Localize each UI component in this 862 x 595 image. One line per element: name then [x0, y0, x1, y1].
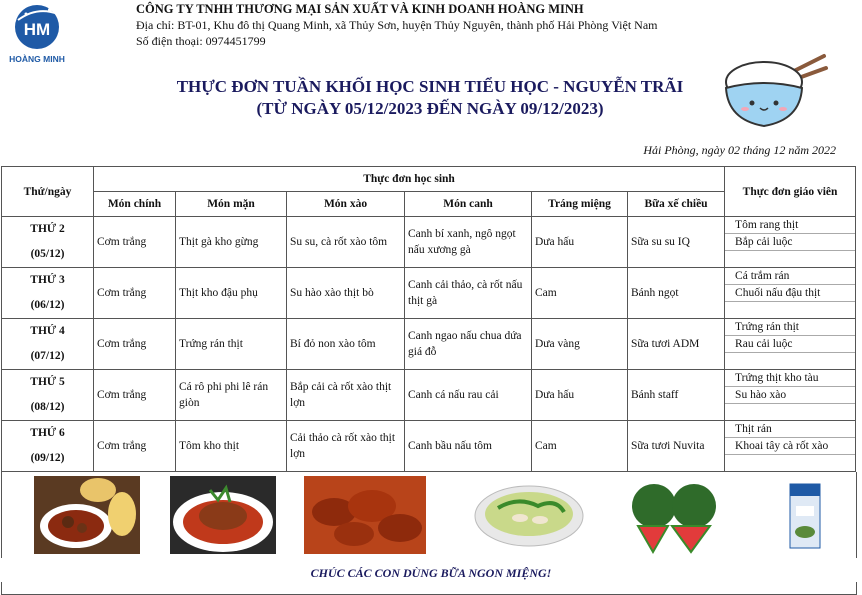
svg-text:HM: HM: [23, 20, 51, 39]
student-menu-header: Thực đơn học sinh: [94, 167, 725, 192]
salty-dish: Tôm kho thịt: [176, 421, 287, 472]
teacher-dish: [725, 455, 855, 471]
col-dessert-header: Tráng miệng: [532, 192, 628, 217]
col-day-header: Thứ/ngày: [2, 167, 94, 217]
teacher-dish: Tôm rang thịt: [725, 217, 855, 234]
chicken-wings-photo: [304, 476, 426, 559]
salty-dish: Thịt kho đậu phụ: [176, 268, 287, 319]
afternoon-snack: Sữa tươi Nuvita: [628, 421, 725, 472]
main-dish: Cơm trắng: [94, 370, 176, 421]
logo-text: HOÀNG MINH: [9, 54, 65, 64]
teacher-dish: Thịt rán: [725, 421, 855, 438]
rice-bowl-illustration: [712, 48, 830, 136]
braised-fish-photo: [170, 476, 276, 559]
stirfry-dish: Bắp cải cà rốt xào thịt lợn: [287, 370, 405, 421]
dessert: Dưa hấu: [532, 370, 628, 421]
salty-dish: Thịt gà kho gừng: [176, 217, 287, 268]
main-dish: Cơm trắng: [94, 217, 176, 268]
afternoon-snack: Sữa su su IQ: [628, 217, 725, 268]
table-row: [2, 217, 856, 268]
day-cell: [2, 217, 94, 268]
main-dish: Cơm trắng: [94, 268, 176, 319]
dessert: Dưa vàng: [532, 319, 628, 370]
salty-dish: Trứng rán thịt: [176, 319, 287, 370]
soup-dish: Canh cải thảo, cà rốt nấu thịt gà: [405, 268, 532, 319]
footer-slogan: CHÚC CÁC CON DÙNG BỮA NGON MIỆNG!: [310, 566, 552, 580]
company-info: [136, 1, 657, 49]
salty-dish: Cá rô phi phi lê rán giòn: [176, 370, 287, 421]
day-date: (07/12): [30, 350, 65, 362]
teacher-dish: Rau cải luộc: [725, 336, 855, 353]
col-main-header: Món chính: [94, 192, 176, 217]
table-row: [2, 268, 856, 319]
day-cell: [2, 319, 94, 370]
table-row: [2, 421, 856, 472]
teacher-dish: Trứng thịt kho tàu: [725, 370, 855, 387]
day-name: THỨ 3: [30, 274, 65, 286]
teacher-dish: Cá trắm rán: [725, 268, 855, 285]
company-address: Địa chỉ: BT-01, Khu đô thị Quang Minh, xã Thủy Sơn, huyện Thủy Nguyên, thành phố Hải Phòng Việt Nam: [136, 18, 658, 32]
col-stirfry-header: Món xào: [287, 192, 405, 217]
menu-title: THỰC ĐƠN TUẦN KHỐI HỌC SINH TIỂU HỌC - NGUYỄN TRÃI: [176, 77, 684, 96]
afternoon-snack: Bánh staff: [628, 370, 725, 421]
day-cell: [2, 268, 94, 319]
teacher-dish: [725, 353, 855, 369]
day-date: (05/12): [30, 248, 65, 260]
menu-date-range: (TỪ NGÀY 05/12/2023 ĐẾN NGÀY 09/12/2023): [256, 99, 604, 118]
teacher-menu-cell: [725, 319, 856, 370]
col-salty-header: Món mặn: [176, 192, 287, 217]
food-photo-strip: [1, 472, 857, 558]
col-snack-header: Bữa xế chiều: [628, 192, 725, 217]
day-date: (08/12): [30, 401, 65, 413]
dessert: Cam: [532, 268, 628, 319]
col-soup-header: Món canh: [405, 192, 532, 217]
stirfry-dish: Bí đỏ non xào tôm: [287, 319, 405, 370]
teacher-dish: Khoai tây cà rốt xào: [725, 438, 855, 455]
soup-dish: Canh bí xanh, ngô ngọt nấu xương gà: [405, 217, 532, 268]
teacher-dish: Trứng rán thịt: [725, 319, 855, 336]
stirfry-dish: Su hào xào thịt bò: [287, 268, 405, 319]
table-row: [2, 370, 856, 421]
soup-dish: Canh bầu nấu tôm: [405, 421, 532, 472]
table-row: [2, 319, 856, 370]
company-phone: Số điện thoại: 0974451799: [136, 34, 266, 48]
teacher-menu-cell: [725, 421, 856, 472]
company-logo: [6, 0, 68, 66]
main-dish: Cơm trắng: [94, 421, 176, 472]
teacher-menu-cell: [725, 217, 856, 268]
dessert: Cam: [532, 421, 628, 472]
main-dish: Cơm trắng: [94, 319, 176, 370]
day-name: THỨ 5: [30, 376, 65, 388]
beef-stew-photo: [34, 476, 140, 559]
day-cell: [2, 370, 94, 421]
teacher-menu-cell: [725, 268, 856, 319]
day-date: (06/12): [30, 299, 65, 311]
stirfry-dish: Cải thảo cà rốt xào thịt lợn: [287, 421, 405, 472]
teacher-dish: Bắp cải luộc: [725, 234, 855, 251]
day-name: THỨ 2: [30, 223, 65, 235]
day-name: THỨ 6: [30, 427, 65, 439]
teacher-dish: [725, 302, 855, 318]
day-name: THỨ 4: [30, 325, 65, 337]
stirfry-dish: Su su, cà rốt xào tôm: [287, 217, 405, 268]
soup-dish: Canh cá nấu rau cải: [405, 370, 532, 421]
afternoon-snack: Bánh ngọt: [628, 268, 725, 319]
clam-soup-photo: [468, 476, 590, 559]
afternoon-snack: Sữa tươi ADM: [628, 319, 725, 370]
company-name: CÔNG TY TNHH THƯƠNG MẠI SẢN XUẤT VÀ KINH DOANH HOÀNG MINH: [136, 2, 584, 16]
dessert: Dưa hấu: [532, 217, 628, 268]
teacher-dish: [725, 251, 855, 267]
teacher-dish: [725, 404, 855, 420]
teacher-menu-header: Thực đơn giáo viên: [725, 167, 856, 217]
teacher-dish: Su hào xào: [725, 387, 855, 404]
soup-dish: Canh ngao nấu chua dứa giá đỗ: [405, 319, 532, 370]
weekly-menu-table: [1, 166, 856, 472]
date-line: Hải Phòng, ngày 02 tháng 12 năm 2022: [643, 143, 836, 157]
day-cell: [2, 421, 94, 472]
day-date: (09/12): [30, 452, 65, 464]
header-row: [2, 167, 856, 192]
teacher-dish: Chuối nấu đậu thịt: [725, 285, 855, 302]
watermelon-photo: [628, 476, 720, 559]
teacher-menu-cell: [725, 370, 856, 421]
page-bottom-border: [1, 582, 857, 595]
milk-carton-photo: [786, 476, 826, 559]
